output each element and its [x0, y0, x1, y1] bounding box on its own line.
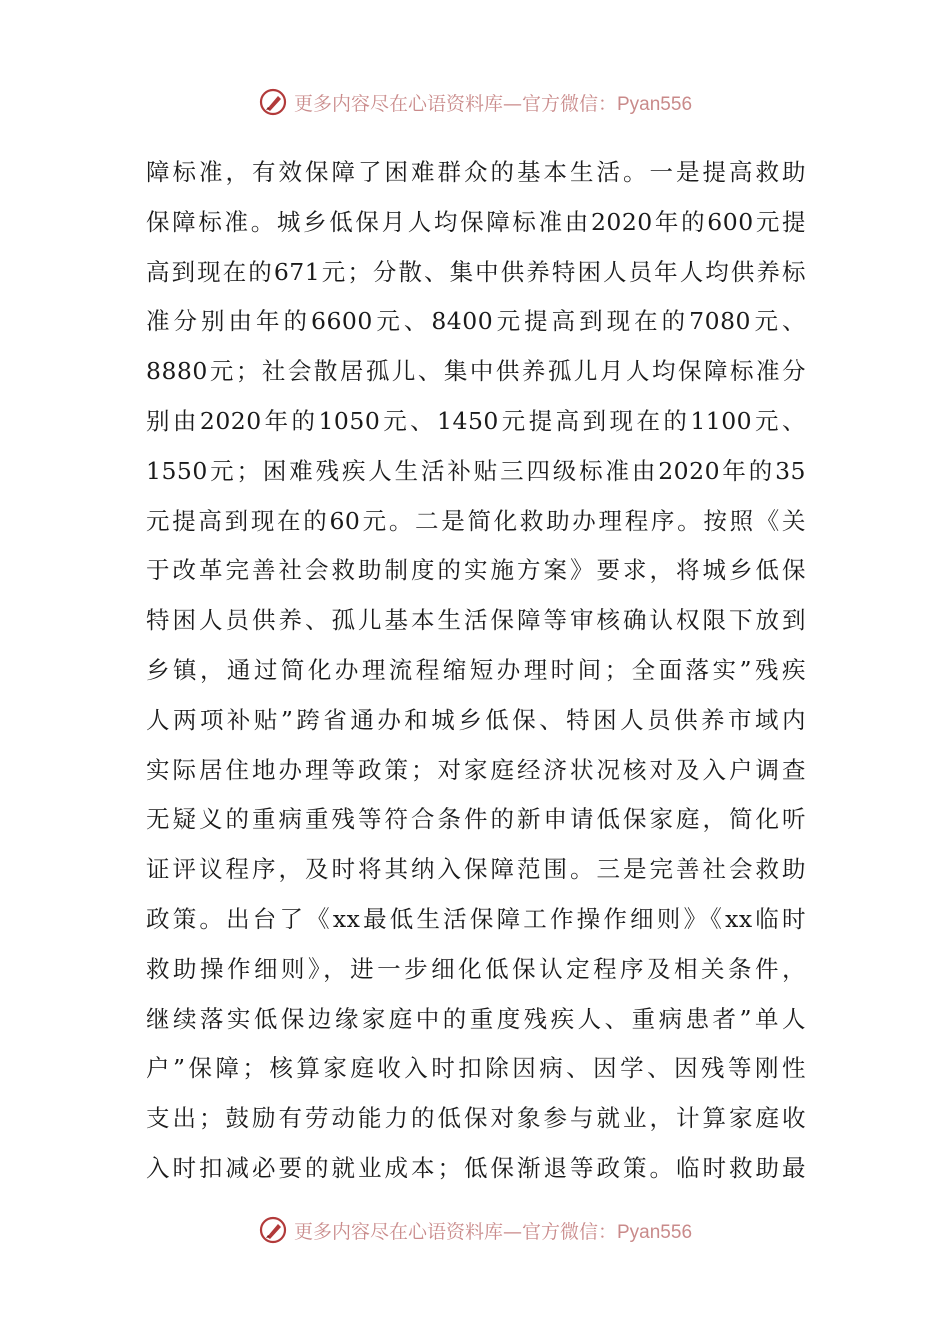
- document-body: [146, 148, 806, 1194]
- footer-banner: [0, 1212, 950, 1248]
- text-line: 准分别由年的6600元、8400元提高到现在的7080元、: [146, 307, 806, 336]
- text-line: 1550元；困难残疾人生活补贴三四级标准由2020年的35: [146, 456, 806, 485]
- text-line: 支出；鼓励有劳动能力的低保对象参与就业，计算家庭收: [146, 1104, 806, 1133]
- text-line: 证评议程序，及时将其纳入保障范围。三是完善社会救助: [146, 855, 806, 884]
- text-line: 户”保障；核算家庭收入时扣除因病、因学、因残等刚性: [146, 1054, 806, 1083]
- text-line: 继续落实低保边缘家庭中的重度残疾人、重病患者”单人: [146, 1004, 806, 1033]
- text-line: 政策。出台了《xx最低生活保障工作操作细则》《xx临时: [146, 904, 806, 933]
- text-line: 特困人员供养、孤儿基本生活保障等审核确认权限下放到: [146, 606, 806, 635]
- wechat-id: Pyan556: [617, 1221, 693, 1243]
- text-line: 高到现在的671元；分散、集中供养特困人员年人均供养标: [146, 257, 806, 286]
- banner-text: 更多内容尽在心语资料库—官方微信：Pyan556: [293, 92, 693, 115]
- text-line: 无疑义的重病重残等符合条件的新申请低保家庭，简化听: [146, 805, 806, 834]
- text-line: 入时扣减必要的就业成本；低保渐退等政策。临时救助最: [146, 1153, 806, 1182]
- text-line: 障标准，有效保障了困难群众的基本生活。一是提高救助: [146, 158, 806, 186]
- text-line: 元提高到现在的60元。二是简化救助办理程序。按照《关: [146, 506, 806, 535]
- text-line: 保障标准。城乡低保月人均保障标准由2020年的600元提: [146, 207, 806, 236]
- text-line: 乡镇，通过简化办理流程缩短办理时间；全面落实”残疾: [146, 655, 806, 684]
- text-line: 8880元；社会散居孤儿、集中供养孤儿月人均保障标准分: [146, 357, 806, 386]
- text-line: 人两项补贴”跨省通办和城乡低保、特困人员供养市域内: [146, 705, 806, 734]
- text-line: 救助操作细则》，进一步细化低保认定程序及相关条件，: [146, 954, 806, 983]
- text-line: 于改革完善社会救助制度的实施方案》要求，将城乡低保: [146, 556, 806, 585]
- text-line: 别由2020年的1050元、1450元提高到现在的1100元、: [146, 406, 806, 435]
- pen-logo-icon: [258, 1215, 288, 1245]
- header-banner: [0, 84, 950, 120]
- wechat-id: Pyan556: [617, 93, 693, 115]
- banner-text: 更多内容尽在心语资料库—官方微信：Pyan556: [293, 1220, 693, 1243]
- pen-logo-icon: [258, 87, 288, 117]
- text-line: 实际居住地办理等政策；对家庭经济状况核对及入户调查: [146, 755, 806, 784]
